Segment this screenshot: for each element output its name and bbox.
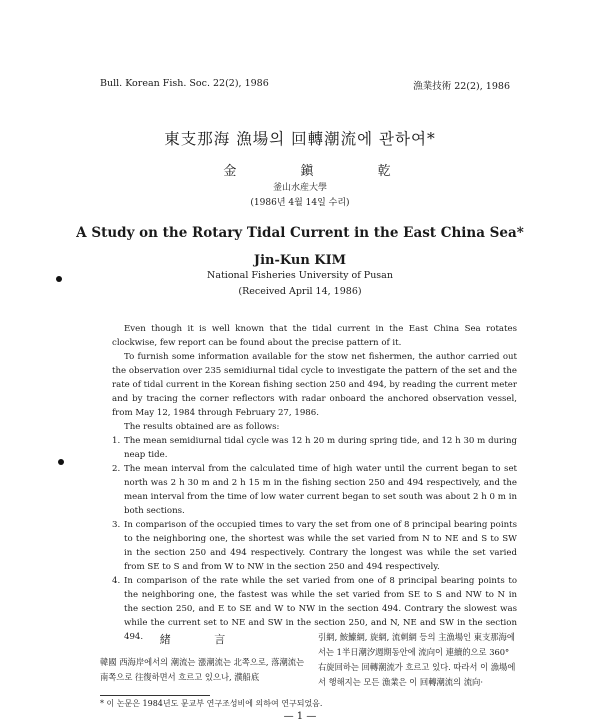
korean-received-date: (1986년 4월 14일 수리) [250, 198, 350, 208]
abstract-paragraph: Even though it is well known that the tidal current in the East China Sea rotates clockwise, few report can be found about the precise pattern of it. [112, 324, 517, 348]
binding-hole-mark [58, 459, 64, 465]
korean-institution: 釜山水産大學 [272, 183, 327, 193]
result-item [112, 434, 517, 462]
intro-text-right: 引網, 鮟鱇網, 旋網, 流刺網 등의 主漁場인 東支那海에서는 1半日潮汐週期동안에 流向이 連續的으로 360° 右旋回하는 回轉潮流가 흐르고 있다. 따라서 이 漁場에서 행해지는 모든 漁業은 이 回轉潮流의 流向· [318, 632, 516, 687]
result-text: The mean semidiurnal tidal cycle was 12 h 20 m during spring tide, and 12 h 30 m during neap tide. [124, 436, 517, 460]
journal-citation: Bull. Korean Fish. Soc. 22(2), 1986 [100, 78, 269, 89]
result-text: The mean interval from the calculated time of high water until the current began to set north was 2 h 30 m and 2 h 15 m in the fishing section 250 and 494 respectively, and the mean interval from the time of low water current began to set south was about 2 h 0 m in both sections. [124, 464, 517, 516]
english-institution: National Fisheries University of Pusan [207, 270, 393, 281]
footnote-divider [100, 695, 210, 696]
result-item [112, 462, 517, 518]
korean-author: 金 鎭 乾 [223, 164, 421, 179]
footnote: * 이 논문은 1984년도 문교부 연구조성비에 의하여 연구되었음. [100, 699, 323, 708]
result-text: In comparison of the rate while the set varied from one of 8 principal bearing points to the neighboring one, the fastest was while the set varied from SE to S and NW to N in the section 250, and E to SE and W to NW in the section 494. Contrary the slowest was while the current set to NE and SW in the section 250, and N, NE and SW in the section 494. [124, 576, 517, 642]
page-number: — 1 — [283, 711, 317, 722]
result-item [112, 518, 517, 574]
abstract-paragraph: The results obtained are as follows: [124, 422, 280, 432]
intro-right-column [318, 630, 518, 690]
result-number: 4. [112, 576, 121, 586]
result-number: 2. [112, 464, 121, 474]
english-title: A Study on the Rotary Tidal Current in the East China Sea* [76, 225, 524, 241]
abstract [112, 322, 517, 644]
result-text: In comparison of the occupied times to vary the set from one of 8 principal bearing points to the neighboring one, the shortest was while the set varied from N to NE and S to SW in the section 250 and 494 respectively. Contrary the longest was while the set varied from SE to S and from W to NW in the section 250 and 494 respectively. [124, 520, 517, 572]
abstract-paragraph: To furnish some information available for the stow net fishermen, the author carried out the observation over 235 semidiurnal tidal cycle to investigate the pattern of the set and the rate of tidal current in the Korean fishing section 250 and 494, by reading the current meter and by tracing the corner reflectors with radar onboard the anchored observation vessel, from May 12, 1984 through February 27, 1986. [112, 352, 517, 418]
korean-title: 東支那海 漁場의 回轉潮流에 관하여* [164, 130, 436, 148]
intro-left-column [100, 632, 305, 685]
intro-text-left: 韓國 西海岸에서의 潮流는 漲潮流는 北쪽으로, 落潮流는 南쪽으로 往復하면서 흐르고 있으나, 濮船底 [100, 657, 305, 682]
result-number: 3. [112, 520, 121, 530]
english-received-date: (Received April 14, 1986) [238, 286, 362, 297]
english-author: Jin-Kun KIM [253, 253, 347, 268]
section-heading: 緒 言 [159, 633, 246, 646]
results-list [112, 434, 517, 644]
journal-citation-korean: 漁業技術 22(2), 1986 [413, 81, 510, 92]
result-number: 1. [112, 436, 121, 446]
